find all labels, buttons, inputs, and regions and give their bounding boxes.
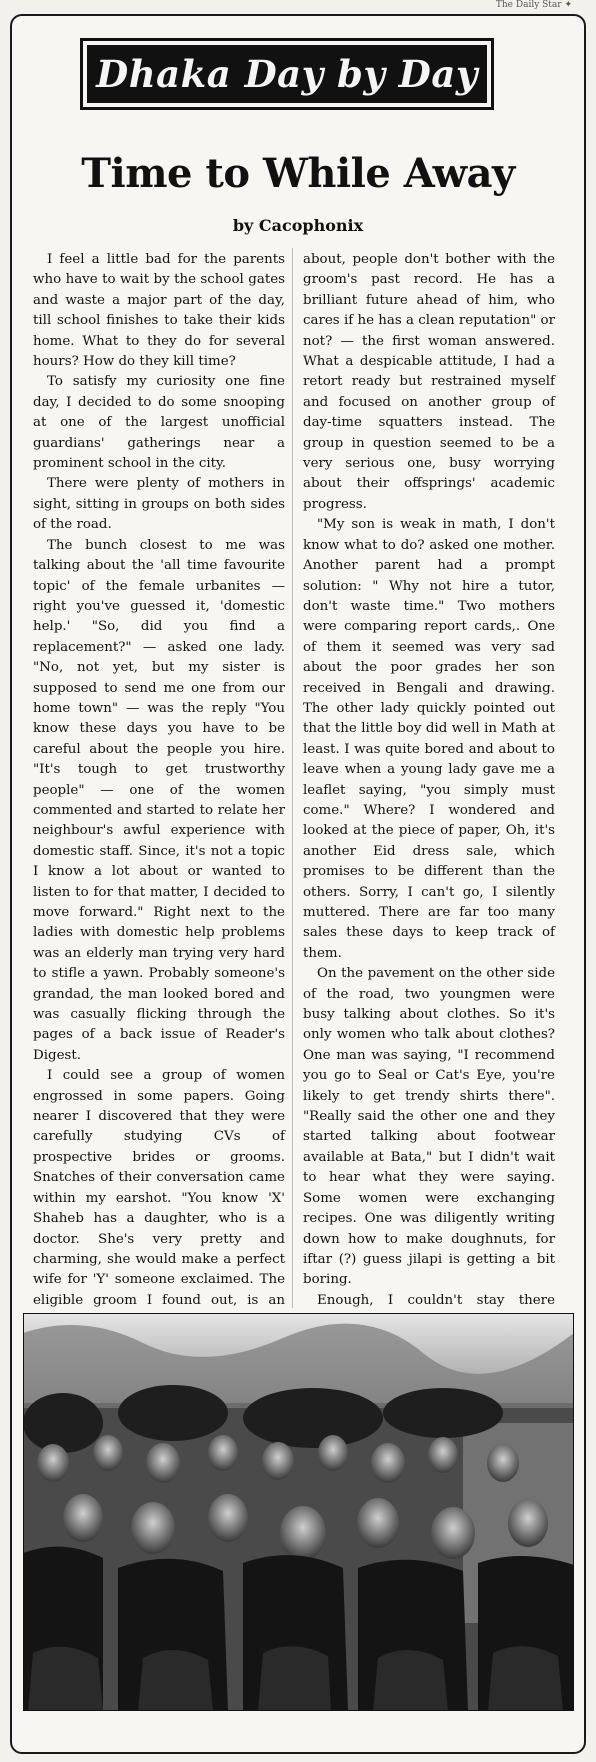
paragraph: Enough, I couldn't stay there	[317, 1292, 555, 1308]
corner-header-text: The Daily Star ✦	[495, 0, 572, 10]
paragraph: To satisfy my curiosity one fine day, I decided to do some snooping at one of the largest unofficial guardians' gatherings near a prominent school in the city.	[33, 374, 285, 472]
paragraph: On the pavement on the other side of the road, two youngmen were busy talking about clothes. So it's only women who talk about clothes? One man was saying, "I recommend you go to Seal or Cat's Eye, you're likely to get trendy shirts there". "Really said the other one and they started talking about footwear available at Bata," but I didn't wait to hear what they were saying. Some women were exchanging recipes. One was diligently writing down how to make doughnuts, for iftar (?) guess jilapi is getting a bit boring.	[303, 966, 555, 1288]
paragraph: The bunch closest to me was talking about the 'all time favourite topic' of the female urbanites — right you've guessed it, 'domestic help.' "So, did you find a replacement?" — asked one lady. "No, not yet, but my sister is supposed to send me one from our home town" — was the reply "You know these days you have to be careful about the people you hire. "It's tough to get trustworthy people" — one of the women commented and started to relate her neighbour's awful experience with domestic staff. Since, it's not a topic I know a lot about or wanted to listen to for that matter, I decided to move forward." Right next to the ladies with domestic help problems was an elderly man trying very hard to stifle a yawn. Probably someone's grandad, the man looked bored and was casually flicking through the pages of a back issue of Reader's Digest.	[33, 537, 285, 1063]
article-column-left	[33, 250, 285, 1434]
crowd-photo-illustration	[23, 1313, 574, 1711]
article-column-right	[303, 250, 555, 1434]
article-byline: by Cacophonix	[232, 216, 364, 235]
section-title: Dhaka Day by Day	[87, 45, 487, 103]
article-headline: Time to While Away	[81, 150, 515, 197]
paragraph: There were plenty of mothers in sight, sitting in groups on both sides of the road.	[33, 476, 285, 533]
paragraph: I could see a group of women engrossed in some papers. Going nearer I discovered that they were carefully studying CVs of prospective brides or grooms. Snatches of their conversation came within my earshot. "You know 'X' Shaheb has a daughter, who is a doctor. She's very pretty and charming, she would make a perfect wife for 'Y' someone exclaimed. The eligible groom I found out, is an	[33, 1068, 285, 1308]
paragraph: I feel a little bad for the parents who have to wait by the school gates and waste a major part of the day, till school finishes to take their kids home. What to they do for several hours? How do they kill time?	[33, 252, 285, 370]
paragraph: about, people don't bother with the groom's past record. He has a brilliant future ahead of him, who cares if he has a clean reputation" or not? — the first woman answered. What a despicable attitude, I had a retort ready but restrained myself and focused on another group of day-time squatters instead. The group in question seemed to be a very serious one, busy worrying about their offsprings' academic progress.	[303, 252, 555, 512]
paragraph: "My son is weak in math, I don't know what to do? asked one mother. Another parent had a prompt solution: " Why not hire a tutor, don't waste time." Two mothers were comparing report cards,. One of them it seemed was very sad about the poor grades her son received in Bengali and drawing. The other lady quickly pointed out that the little boy did well in Math at least. I was quite bored and about to leave when a young lady gave me a leaflet saying, "you simply must come." Where? I wondered and looked at the piece of paper, Oh, it's another Eid dress sale, which promises to be different than the others. Sorry, I can't go, I silently muttered. There are far too many sales these days to keep track of them.	[303, 517, 555, 961]
section-banner	[80, 38, 494, 110]
column-divider	[292, 248, 293, 1308]
crowd-photo	[23, 1313, 574, 1711]
